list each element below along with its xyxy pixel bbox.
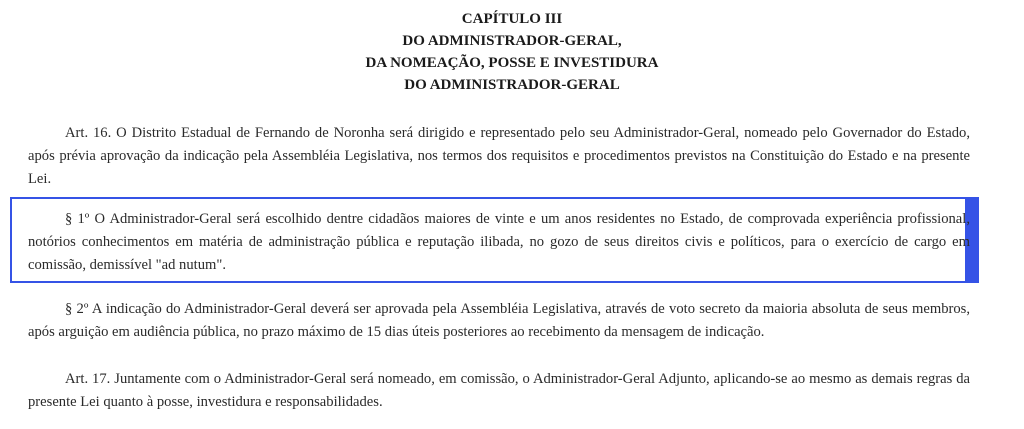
- chapter-title-line-2: DA NOMEAÇÃO, POSSE E INVESTIDURA: [365, 55, 659, 71]
- article-16: Art. 16. O Distrito Estadual de Fernando de Noronha será dirigido e representado pelo seu Administrador-Geral, nomeado pelo Governador do Estado, após prévia aprovação da indicação pela Assembléia Legislativa, nos termos dos requisitos e procedimentos previstos na Constituição do Estado e na presente Lei.: [28, 125, 970, 187]
- chapter-number: CAPÍTULO III: [461, 11, 563, 27]
- paragraph-1: § 1º O Administrador-Geral será escolhido dentre cidadãos maiores de vinte e um anos residentes no Estado, de comprovada experiência profissional, notórios conhecimentos em matéria de administração pública e reputação ilibada, no gozo de seus direitos civis e políticos, para o exercício de cargo em comissão, demissível "ad nutum".: [28, 211, 970, 273]
- chapter-title-line-3: DO ADMINISTRADOR-GERAL: [404, 77, 620, 93]
- chapter-heading: [0, 8, 1024, 96]
- paragraph-2: § 2º A indicação do Administrador-Geral deverá ser aprovada pela Assembléia Legislativa, através de voto secreto da maioria absoluta de seus membros, após arguição em audiência pública, no prazo máximo de 15 dias úteis posteriores ao recebimento da mensagem de indicação.: [28, 301, 970, 340]
- article-17: Art. 17. Juntamente com o Administrador-Geral será nomeado, em comissão, o Administrador-Geral Adjunto, aplicando-se ao mesmo as demais regras da presente Lei quanto à posse, investidura e responsabilidades.: [28, 371, 970, 410]
- chapter-title-line-1: DO ADMINISTRADOR-GERAL,: [402, 33, 622, 49]
